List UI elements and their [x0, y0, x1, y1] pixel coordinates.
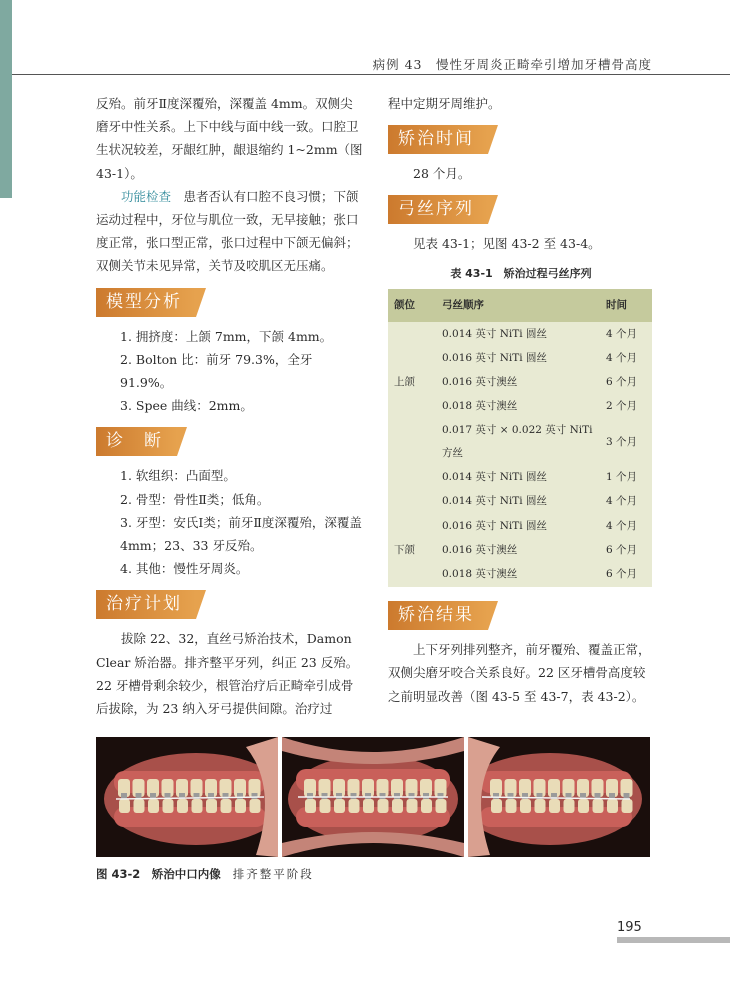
table-row: [388, 419, 652, 465]
side-color-bar: [0, 0, 12, 198]
tooth-shape: [177, 799, 188, 813]
jaw-cell: [388, 395, 436, 419]
header-jaw: 颌位: [388, 289, 436, 322]
bracket-shape: [351, 793, 357, 799]
tooth-shape: [221, 799, 232, 813]
time-cell: 1 个月: [606, 471, 638, 484]
tooth-shape: [250, 799, 261, 813]
tooth-shape: [564, 799, 575, 813]
function-text: 患者否认有口腔不良习惯；下颌运动过程中，牙位与肌位一致，无早接触；张口度正常，张口型正常，张口过程中下颌无偏斜；双侧关节未见异常，关节及咬肌区无压痛。: [96, 188, 359, 274]
bracket-shape: [438, 793, 444, 799]
wire-sequence-heading: 弓丝序列: [388, 195, 488, 224]
time-cell: 2 个月: [606, 400, 638, 413]
function-paragraph: [96, 185, 364, 278]
tooth-shape: [436, 799, 447, 813]
header-rule: [12, 74, 730, 75]
right-column: [388, 92, 654, 708]
tooth-shape: [549, 799, 560, 813]
jaw-cell: [388, 419, 436, 465]
table-row: [388, 371, 652, 395]
result-text: 上下牙列排列整齐，前牙覆殆、覆盖正常，双侧尖磨牙咬合关系良好。22 区牙槽骨高度较之前明显改善（图 43-5 至 43-7，表 43-2）。: [388, 642, 651, 704]
result-heading: 矫治结果: [388, 601, 488, 630]
tooth-shape: [349, 799, 360, 813]
wire-reference: 见表 43-1；见图 43-2 至 43-4。: [413, 236, 601, 252]
list-item: 1. 拥挤度：上颌 7mm，下颌 4mm。: [120, 328, 333, 344]
wire-cell: 0.017 英寸 × 0.022 英寸 NiTi 方丝: [442, 424, 593, 460]
list-item: 3. Spee 曲线：2mm。: [120, 398, 253, 414]
tooth-shape: [491, 799, 502, 813]
wire-cell: 0.016 英寸 NiTi 圆丝: [442, 519, 547, 532]
bracket-shape: [423, 793, 429, 799]
left-column: [96, 92, 364, 720]
time-cell: 4 个月: [606, 351, 638, 364]
header-wire: 弓丝顺序: [436, 289, 600, 322]
duration-heading: 矫治时间: [388, 125, 488, 154]
table-header-row: [388, 289, 652, 322]
table-row: [388, 466, 652, 490]
wire-sequence-table: [388, 289, 652, 587]
wire-cell: 0.014 英寸 NiTi 圆丝: [442, 327, 547, 340]
tooth-shape: [235, 799, 246, 813]
tooth-shape: [378, 799, 389, 813]
continuation-text: 程中定期牙周维护。: [388, 96, 501, 111]
bracket-shape: [365, 793, 371, 799]
tooth-shape: [607, 799, 618, 813]
jaw-cell: [388, 490, 436, 514]
figure-label: 图 43-2 矫治中口内像: [96, 867, 221, 881]
intraoral-photo-right: [96, 737, 278, 857]
table-caption: 表 43-1 矫治过程弓丝序列: [450, 266, 592, 280]
tooth-shape: [134, 799, 145, 813]
jaw-cell: 上颌: [394, 376, 415, 389]
bracket-shape: [493, 793, 499, 799]
wire-cell: 0.014 英寸 NiTi 圆丝: [442, 495, 547, 508]
treatment-plan-text: 拔除 22、32，直丝弓矫治技术，Damon Clear 矫治器。排齐整平牙列，纠正 23 反殆。22 牙槽骨剩余较少，根管治疗后正畸牵引成骨后拔除，为 23 纳入牙弓提供间隙。治疗过: [96, 631, 359, 717]
list-item: 3. 牙型：安氏Ⅰ类；前牙Ⅱ度深覆殆，深覆盖 4mm；23、33 牙反殆。: [120, 514, 362, 554]
wire-cell: 0.018 英寸澳丝: [442, 568, 518, 581]
bracket-shape: [307, 793, 313, 799]
photo-right-image: [96, 737, 278, 857]
tooth-shape: [535, 799, 546, 813]
tooth-shape: [506, 799, 517, 813]
intraoral-photo-strip: [96, 737, 651, 857]
bracket-shape: [121, 793, 127, 799]
jaw-cell: [388, 346, 436, 370]
time-cell: 4 个月: [606, 495, 638, 508]
photo-front-image: [282, 737, 464, 857]
list-item: 1. 软组织：凸面型。: [120, 468, 236, 484]
time-cell: 3 个月: [606, 435, 638, 448]
running-header: 病例 43 慢性牙周炎正畸牵引增加牙槽骨高度: [372, 57, 652, 72]
tooth-shape: [163, 799, 174, 813]
page-number: 195: [617, 920, 642, 935]
bracket-shape: [409, 793, 415, 799]
wire-cell: 0.014 英寸 NiTi 圆丝: [442, 471, 547, 484]
intraoral-photo-front: [282, 737, 464, 857]
photo-left-image: [468, 737, 650, 857]
table-row: [388, 539, 652, 563]
bracket-shape: [336, 793, 342, 799]
time-cell: 6 个月: [606, 376, 638, 389]
wire-cell: 0.016 英寸 NiTi 圆丝: [442, 351, 547, 364]
tooth-shape: [421, 799, 432, 813]
wire-cell: 0.016 英寸澳丝: [442, 544, 518, 557]
wire-cell: 0.016 英寸澳丝: [442, 376, 518, 389]
time-cell: 6 个月: [606, 544, 638, 557]
tooth-shape: [520, 799, 531, 813]
treatment-plan-heading: 治疗计划: [96, 590, 196, 619]
time-cell: 4 个月: [606, 519, 638, 532]
tooth-shape: [392, 799, 403, 813]
function-label: 功能检查: [121, 188, 172, 204]
time-cell: 6 个月: [606, 568, 638, 581]
jaw-cell: [388, 514, 436, 538]
bracket-shape: [380, 793, 386, 799]
table-row: [388, 395, 652, 419]
tooth-shape: [119, 799, 130, 813]
table-row: [388, 563, 652, 587]
bracket-shape: [252, 793, 258, 799]
tooth-shape: [593, 799, 604, 813]
tooth-shape: [148, 799, 159, 813]
model-analysis-list: [96, 325, 364, 418]
bracket-shape: [394, 793, 400, 799]
list-item: 4. 其他：慢性牙周炎。: [120, 561, 249, 577]
jaw-cell: [388, 466, 436, 490]
model-analysis-heading: 模型分析: [96, 288, 196, 317]
table-row: [388, 514, 652, 538]
time-cell: 4 个月: [606, 327, 638, 340]
tooth-shape: [192, 799, 203, 813]
tooth-shape: [363, 799, 374, 813]
tooth-shape: [407, 799, 418, 813]
wire-cell: 0.018 英寸澳丝: [442, 400, 518, 413]
table-row: [388, 322, 652, 346]
tooth-shape: [334, 799, 345, 813]
duration-text: 28 个月。: [413, 166, 471, 182]
figure-caption: [96, 866, 314, 882]
intraoral-photo-left: [468, 737, 650, 857]
jaw-cell: 下颌: [394, 544, 415, 557]
jaw-cell: [388, 322, 436, 346]
bracket-shape: [624, 793, 630, 799]
tooth-shape: [320, 799, 331, 813]
list-item: 2. Bolton 比：前牙 79.3%，全牙 91.9%。: [120, 351, 313, 391]
jaw-cell: [388, 563, 436, 587]
table-row: [388, 490, 652, 514]
list-item: 2. 骨型：骨性Ⅱ类；低角。: [120, 491, 270, 507]
tooth-shape: [305, 799, 316, 813]
tooth-shape: [578, 799, 589, 813]
tooth-shape: [206, 799, 217, 813]
figure-sub: 排齐整平阶段: [232, 867, 314, 881]
bracket-shape: [322, 793, 328, 799]
page-number-bar: [617, 937, 730, 943]
intro-paragraph: 反殆。前牙Ⅱ度深覆殆，深覆盖 4mm。双侧尖磨牙中性关系。上下中线与面中线一致。口腔卫生状况较差，牙龈红肿，龈退缩约 1~2mm（图 43-1）。: [96, 96, 363, 181]
tooth-shape: [622, 799, 633, 813]
diagnosis-list: [96, 464, 364, 580]
table-row: [388, 346, 652, 370]
header-time: 时间: [600, 289, 652, 322]
diagnosis-heading: 诊 断: [96, 427, 177, 456]
